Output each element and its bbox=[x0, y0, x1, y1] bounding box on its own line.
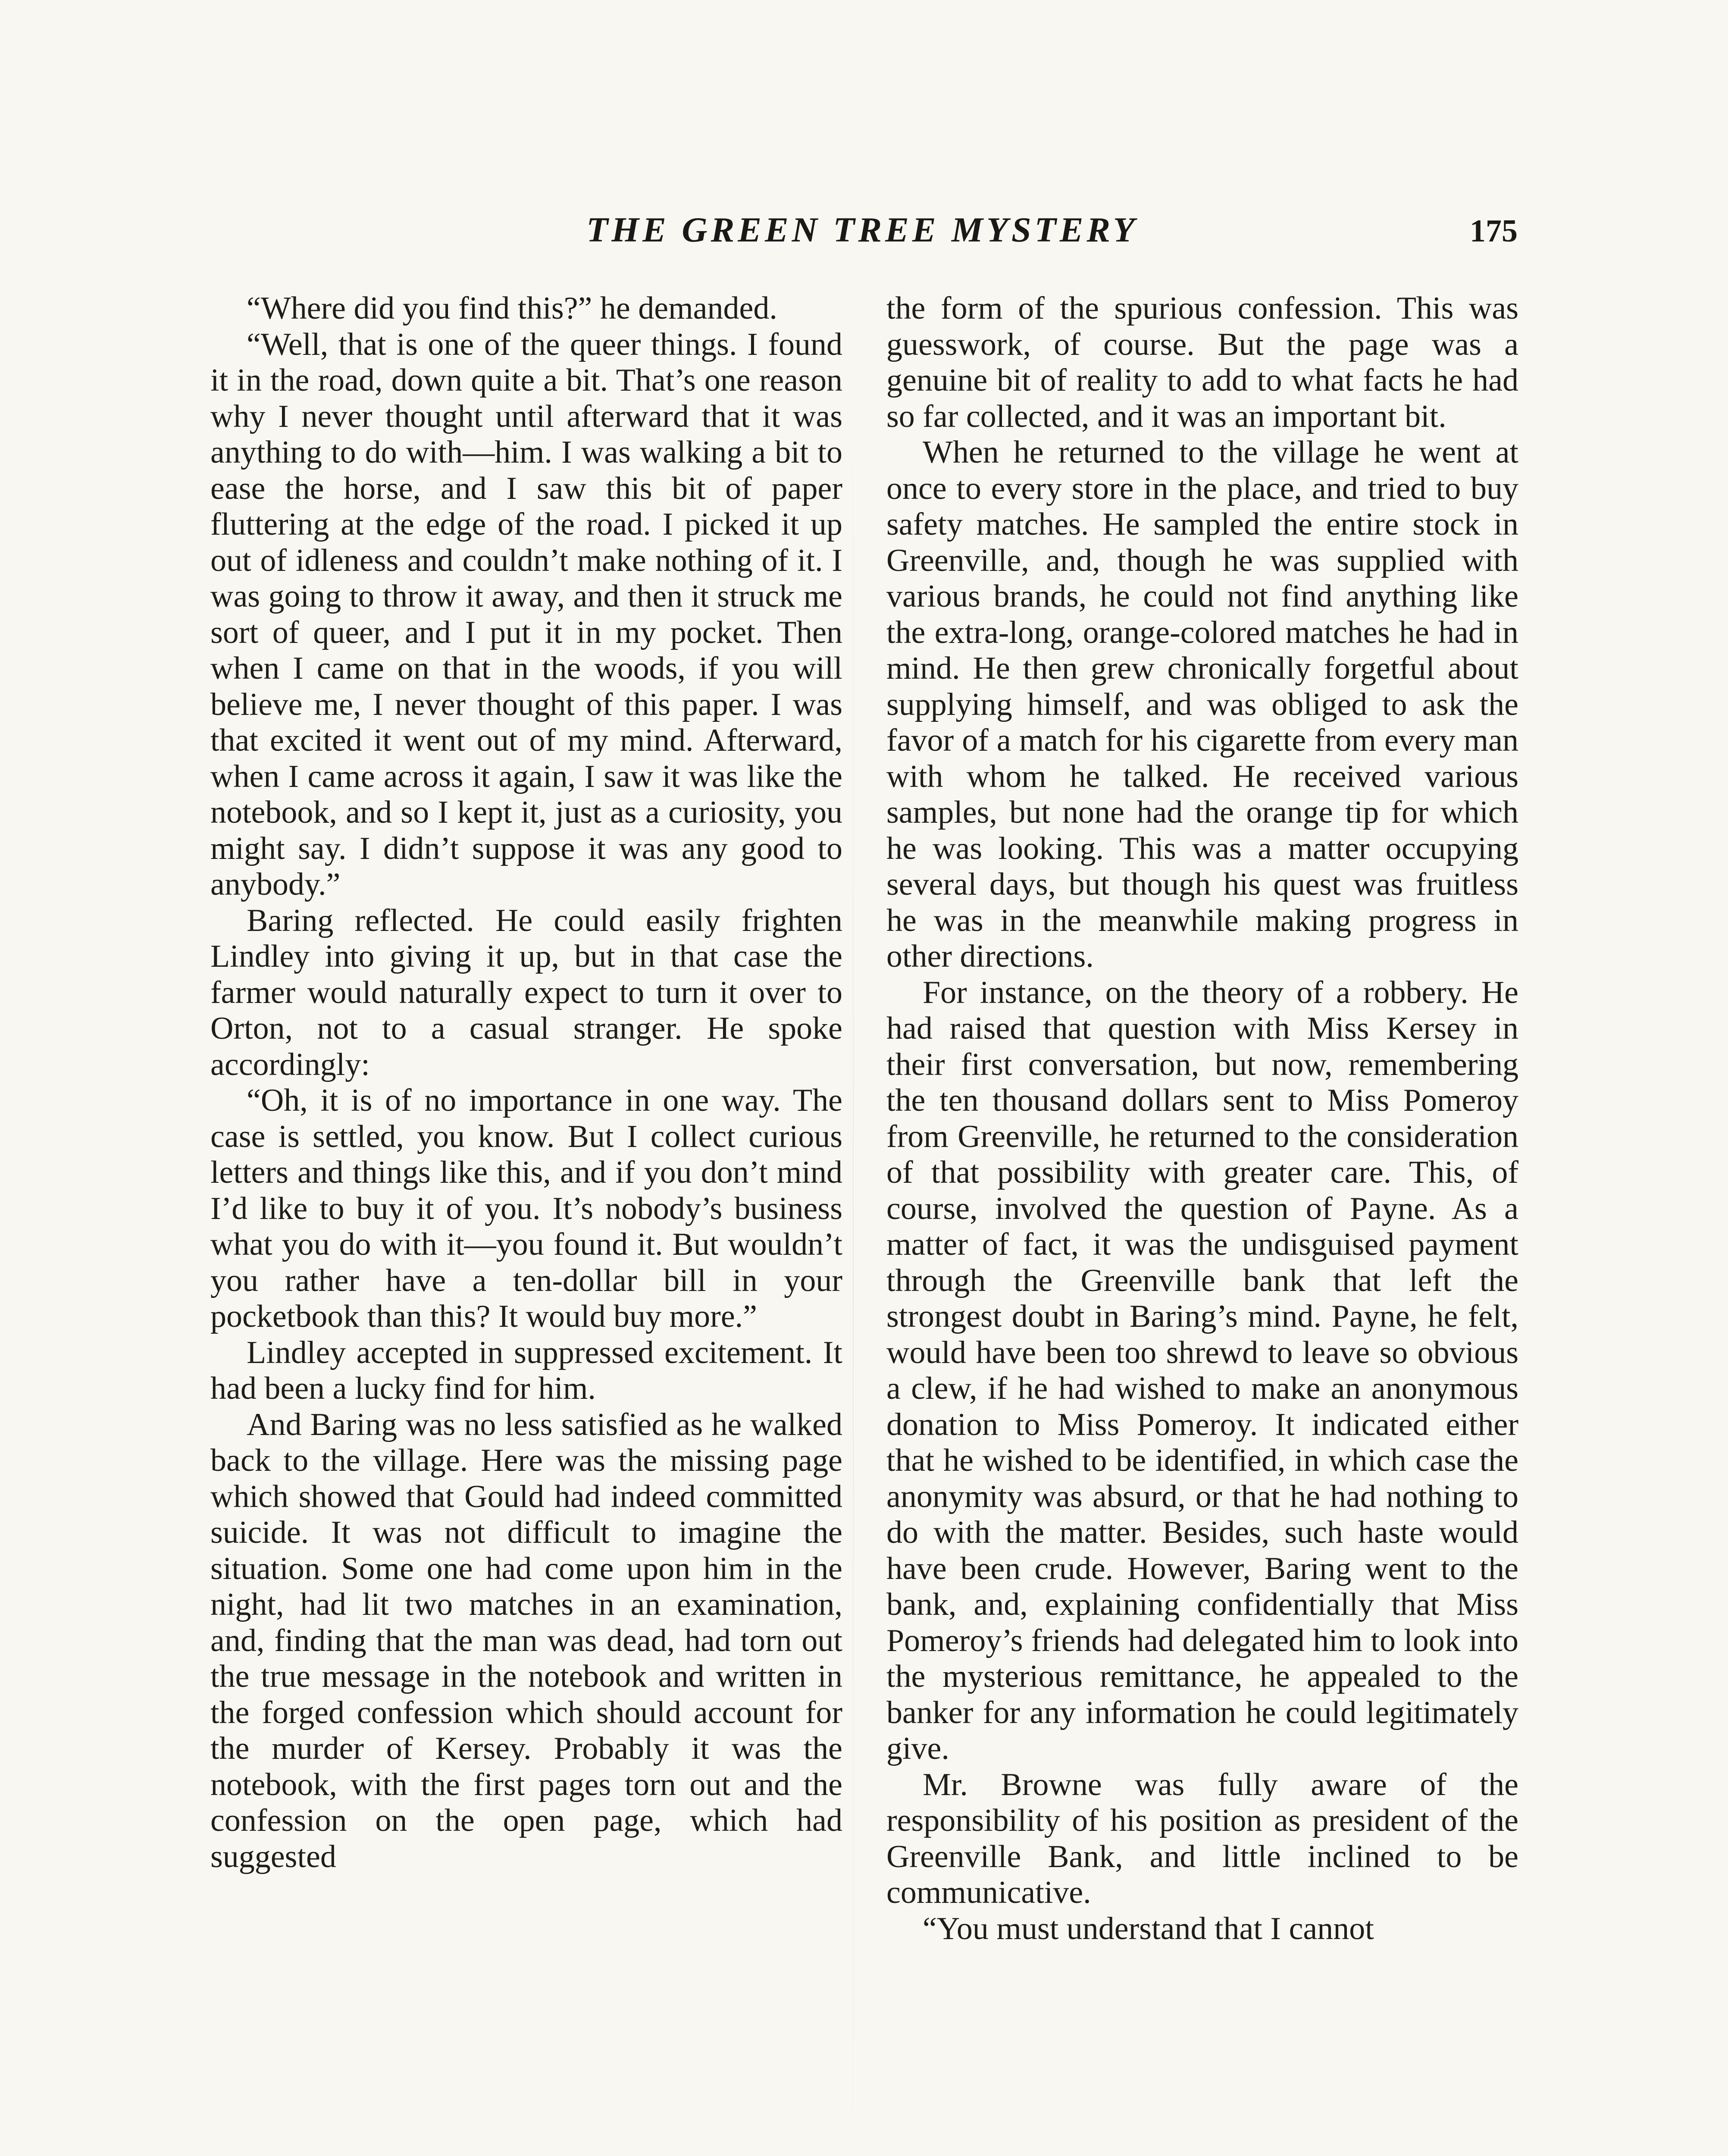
page-header bbox=[0, 210, 1728, 261]
left-paragraph-4: “Oh, it is of no importance in one way. The case is settled, you know. But I collect curious letters and things like this, and if you don’t mind I’d like to buy it of you. It’s nobody’s business what you do with it—you found it. But wouldn’t you rather have a ten-dollar bill in your pocketbook than this? It would buy more.” bbox=[210, 1083, 842, 1334]
right-paragraph-5: “You must understand that I cannot bbox=[923, 1911, 1374, 1946]
column-gutter-shadow bbox=[853, 328, 854, 2156]
left-paragraph-3: Baring reflected. He could easily frighten Lindley into giving it up, but in that case the farmer would naturally expect to turn it over to Orton, not to a casual stranger. He spoke accordingly: bbox=[210, 903, 842, 1082]
left-paragraph-6: And Baring was no less satisfied as he walked back to the village. Here was the missing page which showed that Gould had indeed committed suicide. It was not difficult to imagine the situation. Some one had come upon him in the night, had lit two matches in an examination, and, finding that the man was dead, had torn out the true message in the notebook and written in the forged confession which should account for the murder of Kersey. Probably it was the notebook, with the first pages torn out and the confession on the open page, which had suggested bbox=[210, 1407, 842, 1874]
left-paragraph-1: “Where did you find this?” he demanded. bbox=[247, 291, 777, 326]
right-paragraph-2: When he returned to the village he went at once to every store in the place, and tried to buy safety matches. He sampled the entire stock in Greenville, and, though he was supplied with various brands, he could not find anything like the extra-long, orange-colored matches he had in mind. He then grew chronically forgetful about supplying himself, and was obliged to ask the favor of a match for his cigarette from every man with whom he talked. He received various samples, but none had the orange tip for which he was looking. This was a matter occupying several days, but though his quest was fruitless he was in the meanwhile making progress in other directions. bbox=[886, 435, 1518, 974]
right-paragraph-1: the form of the spurious confession. This was guesswork, of course. But the page was a genuine bit of reality to add to what facts he had so far collected, and it was an important bit. bbox=[886, 291, 1518, 434]
right-paragraph-3: For instance, on the theory of a robbery. He had raised that question with Miss Kersey in their first conversation, but now, remembering the ten thousand dollars sent to Miss Pomeroy from Greenville, he returned to the consideration of that possibility with greater care. This, of course, involved the question of Payne. As a matter of fact, it was the undisguised payment through the Greenville bank that left the strongest doubt in Baring’s mind. Payne, he felt, would have been too shrewd to leave so obvious a clew, if he had wished to make an anonymous donation to Miss Pomeroy. It indicated either that he wished to be identified, in which case the anonymity was absurd, or that he had nothing to do with the matter. Besides, such haste would have been crude. However, Baring went to the bank, and, explaining confidentially that Miss Pomeroy’s friends had delegated him to look into the mysterious remittance, he appealed to the banker for any information he could legitimately give. bbox=[886, 975, 1518, 1766]
left-text-column bbox=[210, 291, 842, 2156]
left-paragraph-2: “Well, that is one of the queer things. I found it in the road, down quite a bit. That’s one reason why I never thought until afterward that it was anything to do with—him. I was walking a bit to ease the horse, and I saw this bit of paper fluttering at the edge of the road. I picked it up out of idleness and couldn’t make nothing of it. I was going to throw it away, and then it struck me sort of queer, and I put it in my pocket. Then when I came on that in the woods, if you will believe me, I never thought of this paper. I was that excited it went out of my mind. Afterward, when I came across it again, I saw it was like the notebook, and so I kept it, just as a curiosity, you might say. I didn’t suppose it was any good to anybody.” bbox=[210, 326, 842, 902]
page-number: 175 bbox=[1470, 213, 1518, 249]
right-paragraph-4: Mr. Browne was fully aware of the responsibility of his position as president of the Greenville Bank, and little inclined to be communicative. bbox=[886, 1767, 1518, 1910]
right-text-column bbox=[886, 291, 1518, 2156]
left-paragraph-5: Lindley accepted in suppressed excitement. It had been a lucky find for him. bbox=[210, 1335, 842, 1406]
running-title: THE GREEN TREE MYSTERY bbox=[586, 210, 1138, 249]
